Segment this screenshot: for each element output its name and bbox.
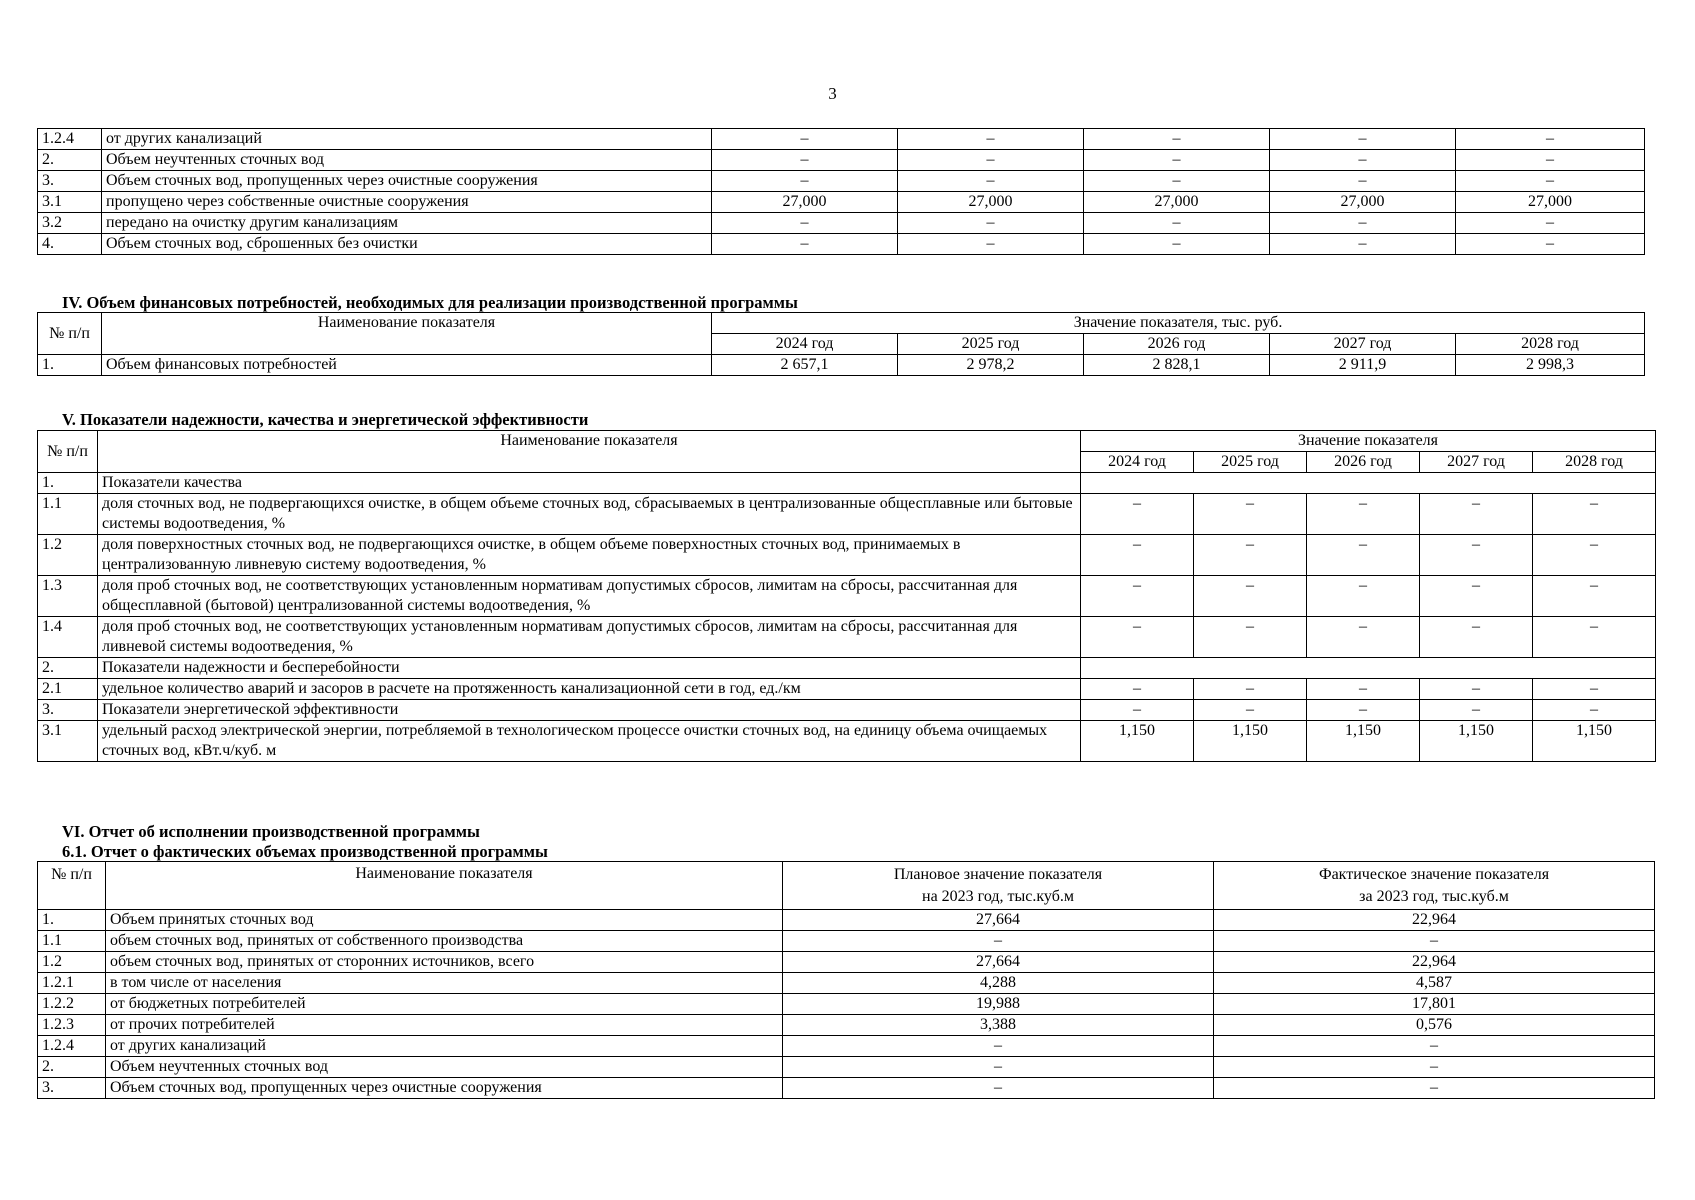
row-value: – [1533,617,1656,658]
row-value: 2 998,3 [1456,355,1645,376]
row-name: объем сточных вод, принятых от собственного производства [106,931,783,952]
row-fact-value: – [1214,1036,1655,1057]
row-value: – [1456,150,1645,171]
table-row [38,473,1656,494]
row-value: 1,150 [1194,721,1307,762]
table-row [38,1036,1655,1057]
row-number: 2. [38,1057,106,1078]
table-row [38,213,1645,234]
row-number: 1. [38,473,98,494]
table-section4 [37,312,1645,376]
col-header-fact [1214,862,1655,910]
col-header-plan-line2: на 2023 год, тыс.куб.м [922,888,1074,905]
row-number: 3.2 [38,213,102,234]
table-row [38,150,1645,171]
row-plan-value: 27,664 [783,910,1214,931]
table-row [38,658,1656,679]
page-number: 3 [828,84,837,103]
row-value: – [1081,679,1194,700]
row-value: – [1307,576,1420,617]
year-header: 2024 год [712,334,898,355]
row-name: доля поверхностных сточных вод, не подвергающихся очистке, в общем объеме поверхностных сточных вод, принимаемых в централизованную ливневую систему водоотведения, % [98,535,1081,576]
row-number: 1.2 [38,535,98,576]
row-fact-value: – [1214,1057,1655,1078]
row-value-empty [1081,473,1656,494]
row-value: 2 657,1 [712,355,898,376]
row-value: 1,150 [1081,721,1194,762]
row-value: 1,150 [1420,721,1533,762]
row-value: – [1420,700,1533,721]
table-row [38,192,1645,213]
row-value: – [1081,576,1194,617]
row-number: 1.2 [38,952,106,973]
row-number: 1.1 [38,931,106,952]
row-name: от других канализаций [106,1036,783,1057]
row-name: от бюджетных потребителей [106,994,783,1015]
year-header: 2026 год [1084,334,1270,355]
row-value: – [1307,700,1420,721]
table-row [38,994,1655,1015]
col-header-fact-line1: Фактическое значение показателя [1318,866,1550,883]
row-plan-value: – [783,1078,1214,1099]
year-header: 2025 год [898,334,1084,355]
col-header-value: Значение показателя [1081,431,1656,452]
row-number: 2.1 [38,679,98,700]
row-value: – [1307,617,1420,658]
row-fact-value: 4,587 [1214,973,1655,994]
row-value: – [1084,234,1270,255]
row-value: – [1270,150,1456,171]
row-number: 3.1 [38,721,98,762]
row-name: Объем неучтенных сточных вод [106,1057,783,1078]
row-number: 1.2.1 [38,973,106,994]
row-name: передано на очистку другим канализациям [102,213,712,234]
row-value: – [1456,213,1645,234]
table-row [38,234,1645,255]
table-row [38,576,1656,617]
row-number: 1.4 [38,617,98,658]
row-value: – [898,213,1084,234]
row-value: – [1081,535,1194,576]
col-header-plan-line1: Плановое значение показателя [893,866,1103,883]
row-value: – [1456,171,1645,192]
row-value: – [1270,213,1456,234]
row-value: – [712,234,898,255]
row-name: Объем принятых сточных вод [106,910,783,931]
row-number: 3. [38,700,98,721]
row-plan-value: – [783,931,1214,952]
row-fact-value: 0,576 [1214,1015,1655,1036]
row-value: – [898,234,1084,255]
col-header-no: № п/п [38,431,98,473]
row-plan-value: 19,988 [783,994,1214,1015]
row-value: 2 828,1 [1084,355,1270,376]
col-header-name: Наименование показателя [98,431,1081,473]
year-header: 2027 год [1420,452,1533,473]
row-fact-value: – [1214,931,1655,952]
row-number: 1. [38,355,102,376]
row-plan-value: 3,388 [783,1015,1214,1036]
row-number: 2. [38,658,98,679]
row-value: – [712,213,898,234]
row-name: удельный расход электрической энергии, потребляемой в технологическом процессе очистки сточных вод, на единицу объема очищаемых сточных вод, кВт.ч/куб. м [98,721,1081,762]
col-header-value: Значение показателя, тыс. руб. [712,313,1645,334]
row-fact-value: 17,801 [1214,994,1655,1015]
row-name: от прочих потребителей [106,1015,783,1036]
table-row [38,535,1656,576]
row-name: Объем сточных вод, пропущенных через очистные сооружения [102,171,712,192]
row-value: – [898,129,1084,150]
row-value: – [1456,234,1645,255]
table-section5 [37,430,1656,762]
row-value: – [1194,679,1307,700]
row-value: – [898,171,1084,192]
row-name: Объем сточных вод, пропущенных через очистные сооружения [106,1078,783,1099]
row-plan-value: – [783,1057,1214,1078]
row-value: 1,150 [1307,721,1420,762]
table-row [38,171,1645,192]
row-value: – [712,150,898,171]
section4-title: IV. Объем финансовых потребностей, необходимых для реализации производственной программы [62,293,798,312]
row-value: 2 911,9 [1270,355,1456,376]
row-plan-value: 27,664 [783,952,1214,973]
row-value: – [898,150,1084,171]
row-value: – [1533,700,1656,721]
row-value: – [1270,234,1456,255]
row-number: 1.2.2 [38,994,106,1015]
row-value: – [1084,129,1270,150]
row-name: от других канализаций [102,129,712,150]
row-value: – [712,171,898,192]
section5-title: V. Показатели надежности, качества и энергетической эффективности [62,410,589,429]
section6-title: VI. Отчет об исполнении производственной программы [62,822,480,841]
col-header-plan [783,862,1214,910]
row-value: – [1420,679,1533,700]
year-header: 2025 год [1194,452,1307,473]
row-number: 1.1 [38,494,98,535]
row-value: – [1533,535,1656,576]
table-row [38,129,1645,150]
row-name: в том числе от населения [106,973,783,994]
row-value: 2 978,2 [898,355,1084,376]
table-row [38,931,1655,952]
row-name: Показатели качества [98,473,1081,494]
row-value: – [1420,535,1533,576]
row-value: – [1307,535,1420,576]
row-number: 3. [38,171,102,192]
row-plan-value: – [783,1036,1214,1057]
row-value: – [1194,617,1307,658]
row-value: – [1081,617,1194,658]
table-row [38,721,1656,762]
row-name: Показатели энергетической эффективности [98,700,1081,721]
table-row [38,952,1655,973]
col-header-name: Наименование показателя [106,862,783,910]
year-header: 2024 год [1081,452,1194,473]
row-number: 1.2.3 [38,1015,106,1036]
row-value-empty [1081,658,1656,679]
row-value: 27,000 [898,192,1084,213]
row-fact-value: 22,964 [1214,910,1655,931]
row-name: Объем финансовых потребностей [102,355,712,376]
row-value: 27,000 [1270,192,1456,213]
row-value: – [1081,700,1194,721]
row-value: – [1420,576,1533,617]
row-fact-value: – [1214,1078,1655,1099]
row-name: пропущено через собственные очистные сооружения [102,192,712,213]
row-name: Объем сточных вод, сброшенных без очистки [102,234,712,255]
table-row [38,910,1655,931]
row-number: 3. [38,1078,106,1099]
col-header-fact-line2: за 2023 год, тыс.куб.м [1359,888,1509,905]
row-value: – [1081,494,1194,535]
row-number: 4. [38,234,102,255]
section6-subtitle: 6.1. Отчет о фактических объемах производственной программы [62,842,548,861]
row-value: – [1533,679,1656,700]
table-row [38,1078,1655,1099]
row-name: доля сточных вод, не подвергающихся очистке, в общем объеме сточных вод, сбрасываемых в централизованные общесплавные или бытовые системы водоотведения, % [98,494,1081,535]
row-value: – [1420,617,1533,658]
row-value: – [712,129,898,150]
table-row [38,1015,1655,1036]
row-name: доля проб сточных вод, не соответствующих установленным нормативам допустимых сбросов, лимитам на сбросы, рассчитанная для ливневой системы водоотведения, % [98,617,1081,658]
table-row [38,973,1655,994]
row-value: – [1194,700,1307,721]
row-name: объем сточных вод, принятых от сторонних источников, всего [106,952,783,973]
row-value: – [1307,679,1420,700]
row-value: – [1420,494,1533,535]
table-continuation [37,128,1645,255]
col-header-name: Наименование показателя [102,313,712,355]
row-value: 27,000 [1456,192,1645,213]
row-name: Показатели надежности и бесперебойности [98,658,1081,679]
row-name: Объем неучтенных сточных вод [102,150,712,171]
row-plan-value: 4,288 [783,973,1214,994]
row-number: 1.2.4 [38,129,102,150]
row-number: 1.3 [38,576,98,617]
col-header-no: № п/п [38,862,106,910]
row-value: 27,000 [712,192,898,213]
row-number: 1. [38,910,106,931]
row-value: – [1533,576,1656,617]
table-row [38,617,1656,658]
table-row [38,494,1656,535]
year-header: 2028 год [1533,452,1656,473]
row-value: – [1194,535,1307,576]
row-value: – [1307,494,1420,535]
row-value: – [1084,213,1270,234]
row-name: доля проб сточных вод, не соответствующих установленным нормативам допустимых сбросов, лимитам на сбросы, рассчитанная для общесплавной (бытовой) централизованной системы водоотведения, % [98,576,1081,617]
row-value: – [1270,129,1456,150]
table-row [38,1057,1655,1078]
row-number: 3.1 [38,192,102,213]
table-row [38,355,1645,376]
row-number: 2. [38,150,102,171]
row-value: – [1084,150,1270,171]
table-row [38,679,1656,700]
row-value: – [1270,171,1456,192]
row-value: 1,150 [1533,721,1656,762]
row-fact-value: 22,964 [1214,952,1655,973]
row-value: – [1533,494,1656,535]
row-value: – [1084,171,1270,192]
year-header: 2027 год [1270,334,1456,355]
table-row [38,700,1656,721]
row-value: – [1194,576,1307,617]
row-value: 27,000 [1084,192,1270,213]
year-header: 2028 год [1456,334,1645,355]
year-header: 2026 год [1307,452,1420,473]
row-name: удельное количество аварий и засоров в расчете на протяженность канализационной сети в год, ед./км [98,679,1081,700]
row-value: – [1456,129,1645,150]
table-section6 [37,861,1655,1099]
col-header-no: № п/п [38,313,102,355]
row-value: – [1194,494,1307,535]
row-number: 1.2.4 [38,1036,106,1057]
